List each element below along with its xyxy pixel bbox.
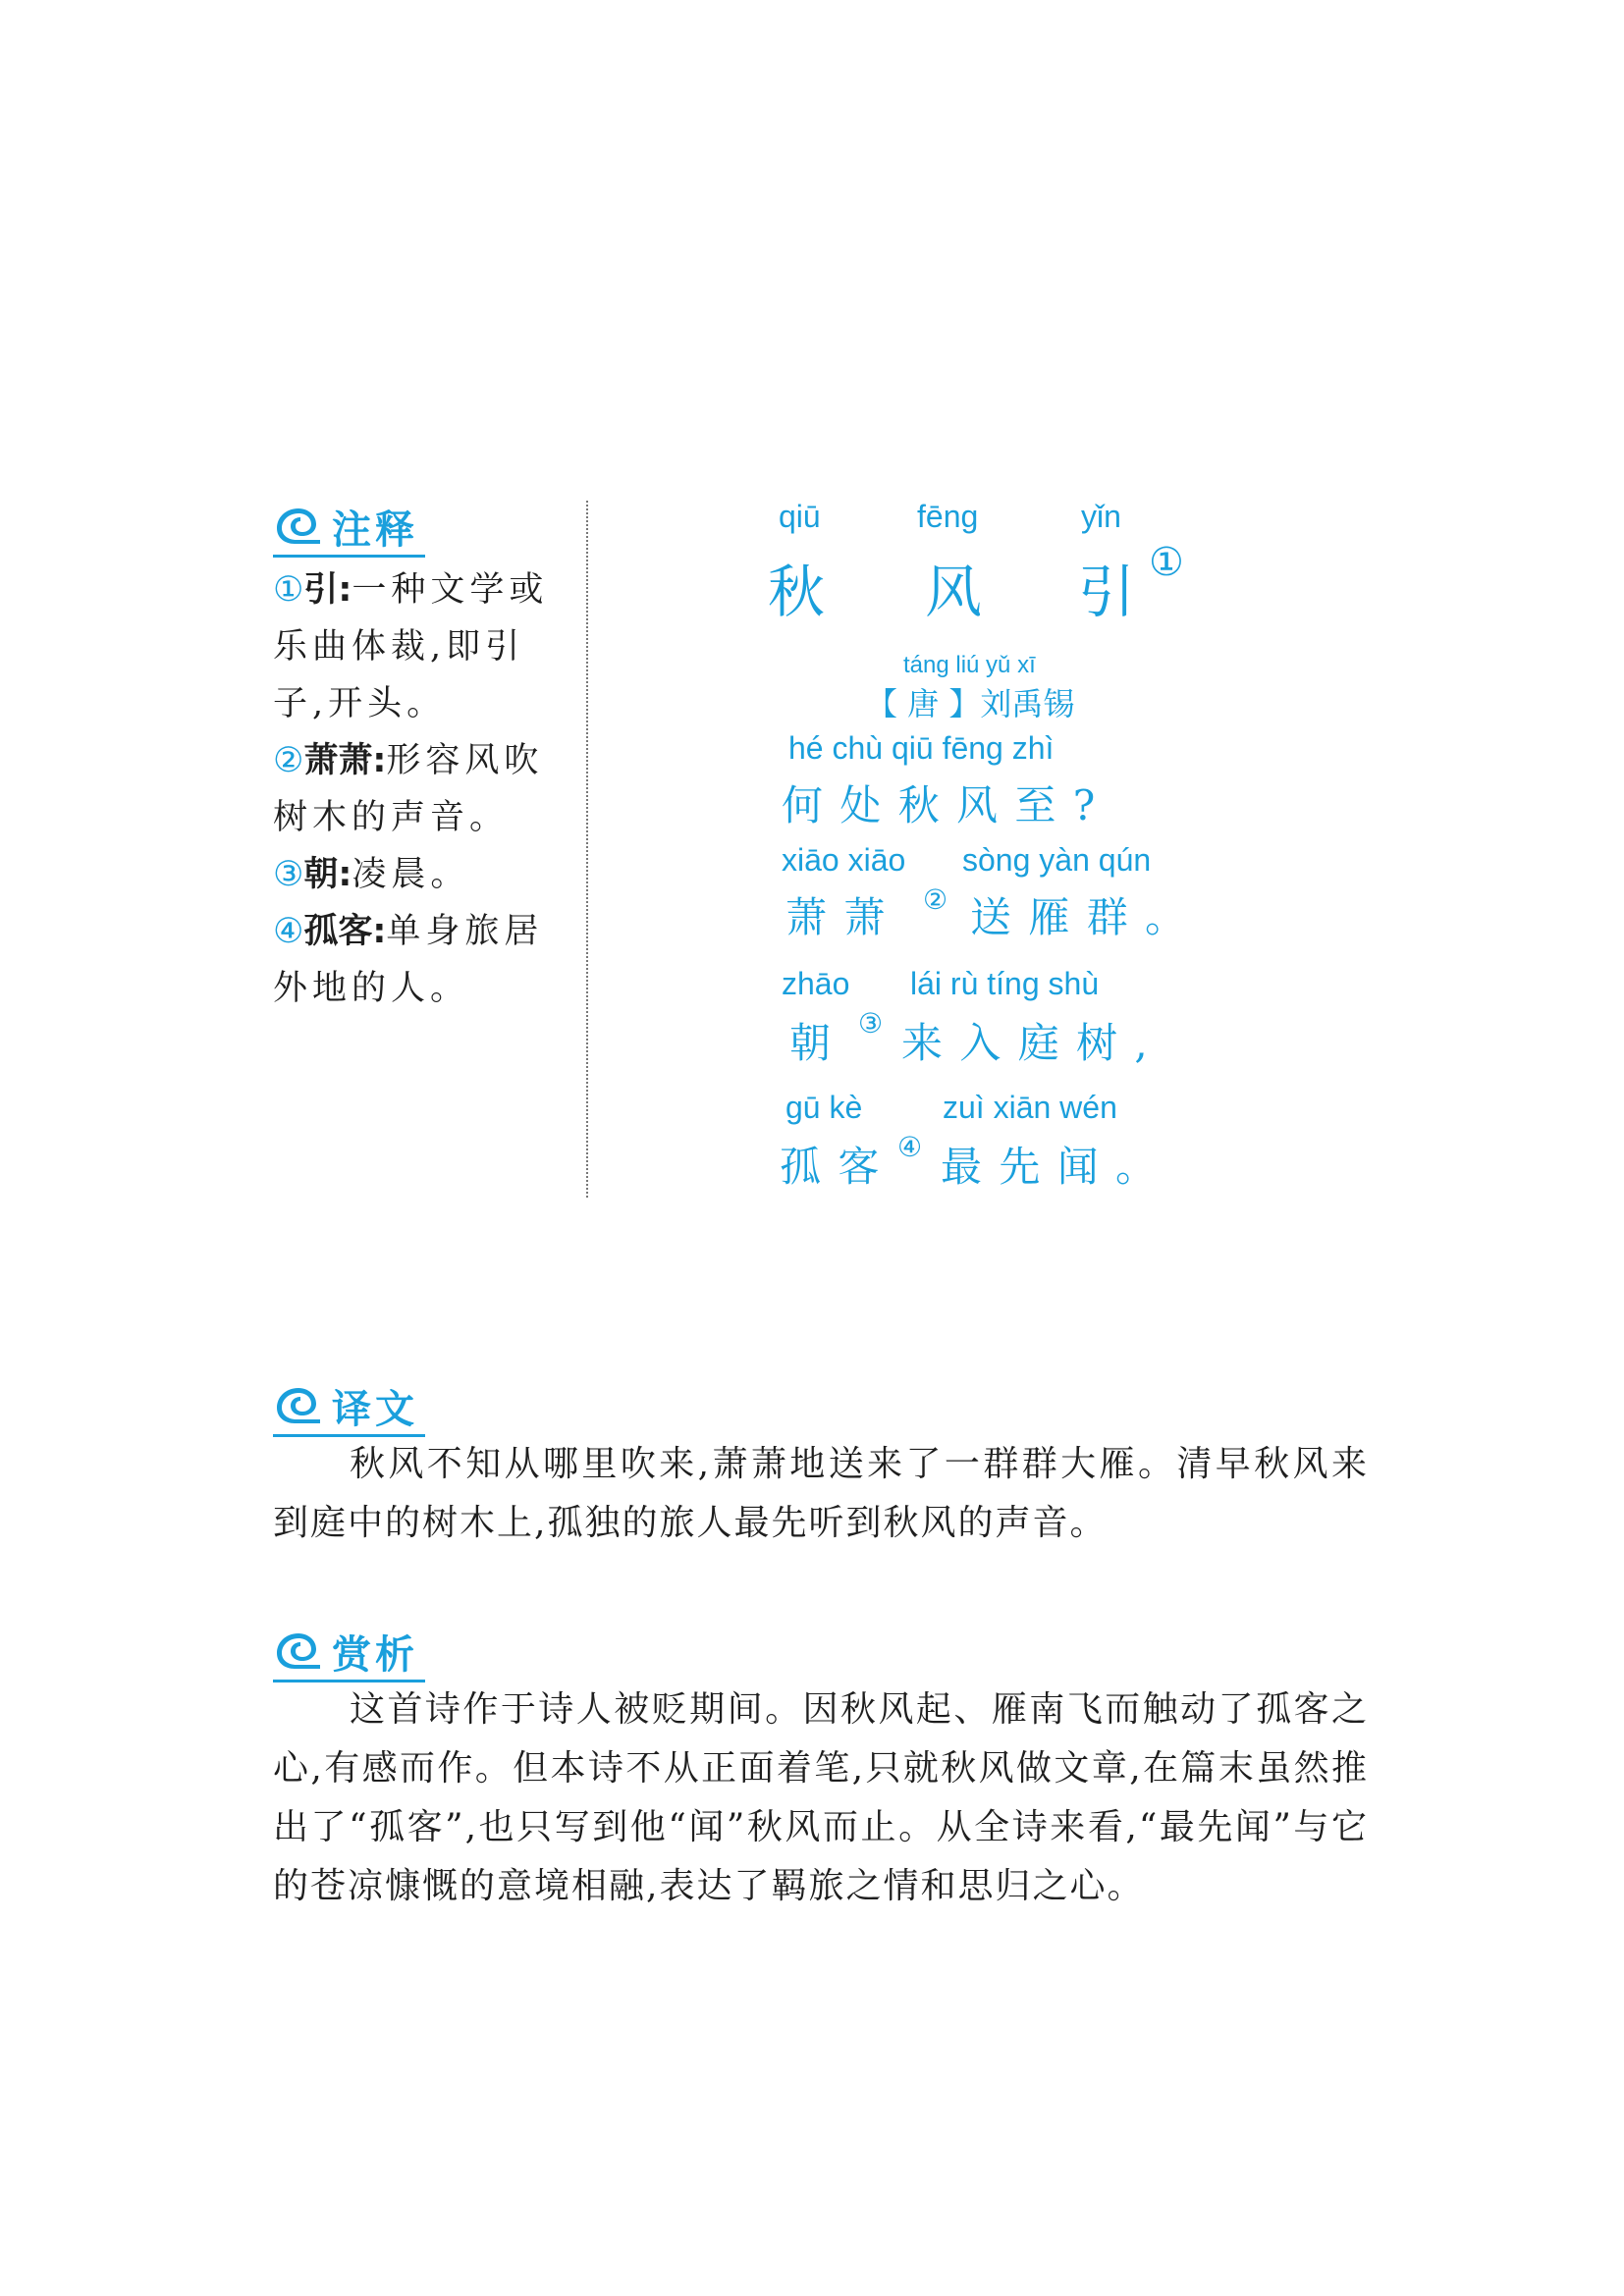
poem-line-part: 朝 xyxy=(789,1019,832,1067)
note-term: 引 xyxy=(303,570,339,610)
title-pinyin: yǐn xyxy=(1081,499,1121,534)
poem-line: 何 处 秋 风 至 ? xyxy=(782,781,1098,829)
line-pinyin: zhāo xyxy=(782,966,850,1001)
title-pinyin: qiū xyxy=(779,499,821,534)
line-pinyin: hé chù qiū fēng zhì xyxy=(788,730,1055,766)
note-separator: : xyxy=(338,570,352,610)
translation-heading-text: 译文 xyxy=(332,1386,418,1432)
note-term: 孤客 xyxy=(303,912,373,951)
notes-heading xyxy=(273,495,425,558)
poem-author: 【 唐 】刘禹锡 xyxy=(866,685,1075,722)
author-pinyin: táng liú yǔ xī xyxy=(903,652,1036,678)
poem-line-part: 孤 客 xyxy=(780,1143,882,1191)
translation-text: 秋风不知从哪里吹来,萧萧地送来了一群群大雁。清早秋风来到庭中的树木上,孤独的旅人最先听到秋风的声音。 xyxy=(273,1444,1369,1543)
line-pinyin: zuì xiān wén xyxy=(943,1090,1117,1125)
cloud-swirl-icon xyxy=(273,503,324,550)
notes-list xyxy=(273,561,577,1017)
line-footnote-marker: ② xyxy=(923,883,948,916)
poem-title-char: 秋 xyxy=(768,559,826,625)
poem-title-char: 风 xyxy=(925,559,983,625)
note-text: 单身旅居外地的人。 xyxy=(273,912,544,1008)
line-pinyin: gū kè xyxy=(785,1090,863,1125)
poem-title-char: 引 xyxy=(1078,559,1136,625)
note-item xyxy=(273,846,577,903)
cloud-swirl-icon xyxy=(273,1382,324,1429)
note-number: ② xyxy=(273,741,304,780)
poem-line-part: 萧 萧 xyxy=(785,893,888,941)
line-pinyin: lái rù tíng shù xyxy=(910,966,1100,1001)
appreciation-heading xyxy=(273,1620,425,1682)
note-text: 一种文学或乐曲体裁,即引子,开头。 xyxy=(273,570,549,723)
note-number: ④ xyxy=(273,912,304,951)
line-pinyin: xiāo xiāo xyxy=(782,842,906,878)
note-separator: : xyxy=(338,855,352,894)
note-number: ③ xyxy=(273,855,304,894)
poem-line-part: 送 雁 群 。 xyxy=(970,893,1189,941)
note-separator: : xyxy=(372,741,387,780)
line-footnote-marker: ③ xyxy=(858,1007,884,1040)
poem-line-part: 来 入 庭 树 , xyxy=(901,1019,1150,1067)
note-text: 形容风吹树木的声音。 xyxy=(273,741,544,837)
title-pinyin: fēng xyxy=(917,499,979,534)
note-separator: : xyxy=(372,912,387,951)
note-term: 萧萧 xyxy=(303,741,373,780)
heading-underline xyxy=(273,555,425,558)
line-footnote-marker: ④ xyxy=(897,1131,923,1163)
title-footnote-marker: ① xyxy=(1149,540,1184,585)
column-divider xyxy=(586,501,588,1198)
note-item xyxy=(273,903,577,1017)
note-term: 朝 xyxy=(303,855,339,894)
note-item xyxy=(273,732,577,846)
appreciation-text: 这首诗作于诗人被贬期间。因秋风起、雁南飞而触动了孤客之心,有感而作。但本诗不从正面着笔,只就秋风做文章,在篇末虽然推出了“孤客”,也只写到他“闻”秋风而止。从全诗来看,“最先闻”与它的苍凉慷慨的意境相融,表达了羁旅之情和思归之心。 xyxy=(273,1689,1369,1906)
notes-heading-text: 注释 xyxy=(332,507,418,553)
translation-heading xyxy=(273,1374,425,1437)
note-item xyxy=(273,561,577,732)
appreciation-heading-text: 赏析 xyxy=(332,1631,418,1678)
poem-line-part: 最 先 闻 。 xyxy=(941,1143,1160,1191)
note-text: 凌晨。 xyxy=(352,855,470,894)
cloud-swirl-icon xyxy=(273,1628,324,1675)
note-number: ① xyxy=(273,570,304,610)
line-pinyin: sòng yàn qún xyxy=(962,842,1152,878)
